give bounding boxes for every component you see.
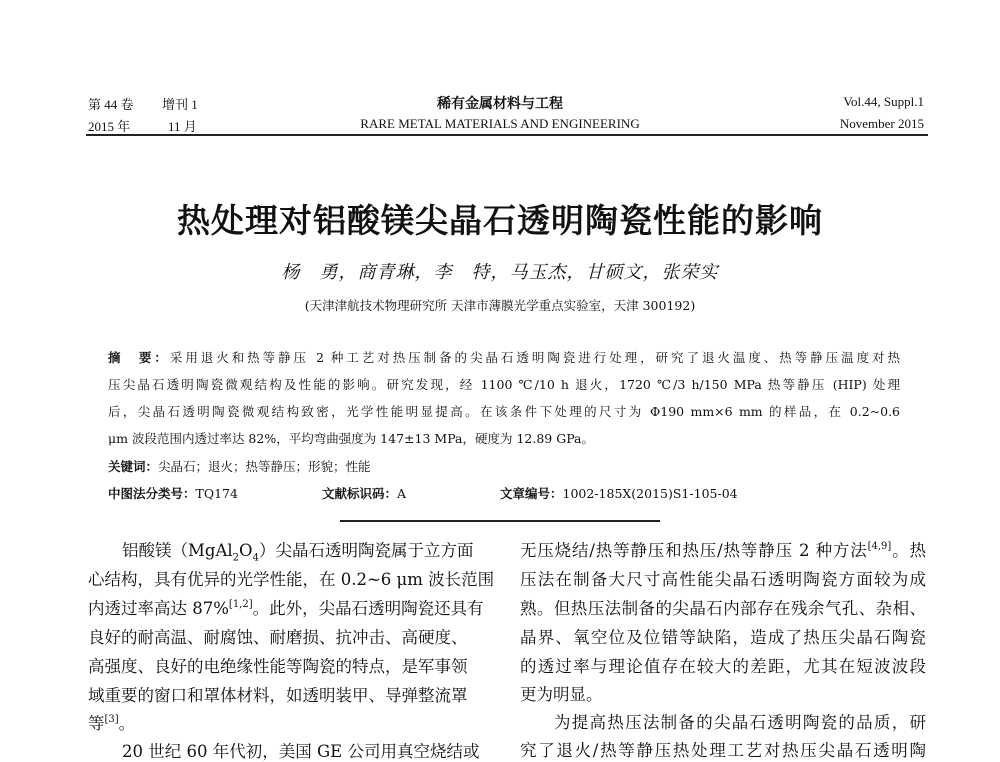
body-line: 铝酸镁$(MgAl_2O_4)$尖晶石透明陶瓷属于立方面: [122, 541, 474, 564]
body-line: 心结构，具有优异的光学性能，在 0.2~6 μm 波长范围: [88, 570, 495, 589]
body-line: 究了退火/热等静压热处理工艺对热压尖晶石透明陶: [520, 741, 926, 760]
doc-code-label: 文献标识码：: [322, 486, 398, 501]
body-line: 为提高热压法制备的尖晶石透明陶瓷的品质，研: [554, 713, 926, 732]
keywords-label: 关键词：: [108, 459, 159, 474]
body-line: 压法在制备大尺寸高性能尖晶石透明陶瓷方面较为成: [520, 570, 926, 589]
body-line: 内透过率高达 87%[1,2]。此外，尖晶石透明陶瓷还具有: [88, 599, 484, 618]
citation: [1,2]: [228, 599, 253, 610]
abstract-label: 摘 要：: [108, 350, 170, 365]
body-line: 无压烧结/热等静压和热压/热等静压 2 种方法[4,9]。热: [520, 541, 927, 560]
section-rule: [340, 520, 660, 522]
abstract-line: 后，尖晶石透明陶瓷微观结构致密，光学性能明显提高。在该条件下处理的尺寸为 Φ190 mm×6 mm 的样品，在 0.2~0.6: [108, 404, 900, 419]
citation: [3]: [104, 714, 119, 725]
body-line: 等[3]。: [88, 714, 136, 733]
volume-en: Vol.44, Suppl.1: [843, 94, 924, 109]
article-no-value: 1002-185X(2015)S1-105-04: [562, 486, 738, 501]
volume-cn: 第 44 卷: [88, 97, 134, 112]
body-line: 高强度、良好的电绝缘性能等陶瓷的特点，是军事领: [88, 657, 468, 676]
body-line: 晶界、氧空位及位错等缺陷，造成了热压尖晶石陶瓷: [520, 628, 926, 647]
abstract-line: 压尖晶石透明陶瓷微观结构及性能的影响。研究发现，经 1100 ℃/10 h 退火，1720 ℃/3 h/150 MPa 热等静压 (HIP) 处理: [108, 377, 900, 392]
date-en: November 2015: [839, 116, 924, 131]
affiliation: (天津津航技术物理研究所 天津市薄膜光学重点实验室，天津 300192): [304, 298, 696, 313]
body-line: 更为明显。: [520, 685, 603, 704]
body-line: 熟。但热压法制备的尖晶石内部存在残余气孔、杂相、: [520, 599, 926, 618]
authors: 杨 勇，商青琳，李 特，马玉杰，甘硕文，张荣实: [281, 262, 719, 283]
article-no-label: 文章编号：: [500, 486, 563, 501]
header-rule: [86, 134, 928, 136]
month-cn: 11 月: [168, 119, 197, 134]
body-line: 域重要的窗口和罩体材料，如透明装甲、导弹整流罩: [88, 686, 468, 705]
citation: [4,9]: [867, 541, 892, 552]
abstract-line: μm 波段范围内透过率达 82%，平均弯曲强度为 147±13 MPa，硬度为 12.89 GPa。: [108, 431, 595, 446]
body-line: 的透过率与理论值存在较大的差距，尤其在短波波段: [520, 657, 926, 676]
supplement-cn: 增刊 1: [162, 97, 198, 112]
body-line: 良好的耐高温、耐腐蚀、耐磨损、抗冲击、高硬度、: [88, 628, 468, 647]
body-line: 20 世纪 60 年代初，美国 GE 公司用真空烧结或: [122, 742, 480, 761]
keywords: 尖晶石；退火；热等静压；形貌；性能: [158, 459, 371, 474]
paper-title: 热处理对铝酸镁尖晶石透明陶瓷性能的影响: [177, 201, 823, 240]
abstract-line: 采用退火和热等静压 2 种工艺对热压制备的尖晶石透明陶瓷进行处理，研究了退火温度、热等静压温度对热: [169, 350, 900, 365]
journal-name-en: RARE METAL MATERIALS AND ENGINEERING: [360, 116, 640, 131]
classification-label: 中图法分类号：: [108, 486, 196, 501]
doc-code-value: A: [397, 486, 407, 501]
classification-value: TQ174: [195, 486, 238, 501]
journal-name-cn: 稀有金属材料与工程: [437, 96, 563, 112]
year-cn: 2015 年: [88, 119, 131, 134]
